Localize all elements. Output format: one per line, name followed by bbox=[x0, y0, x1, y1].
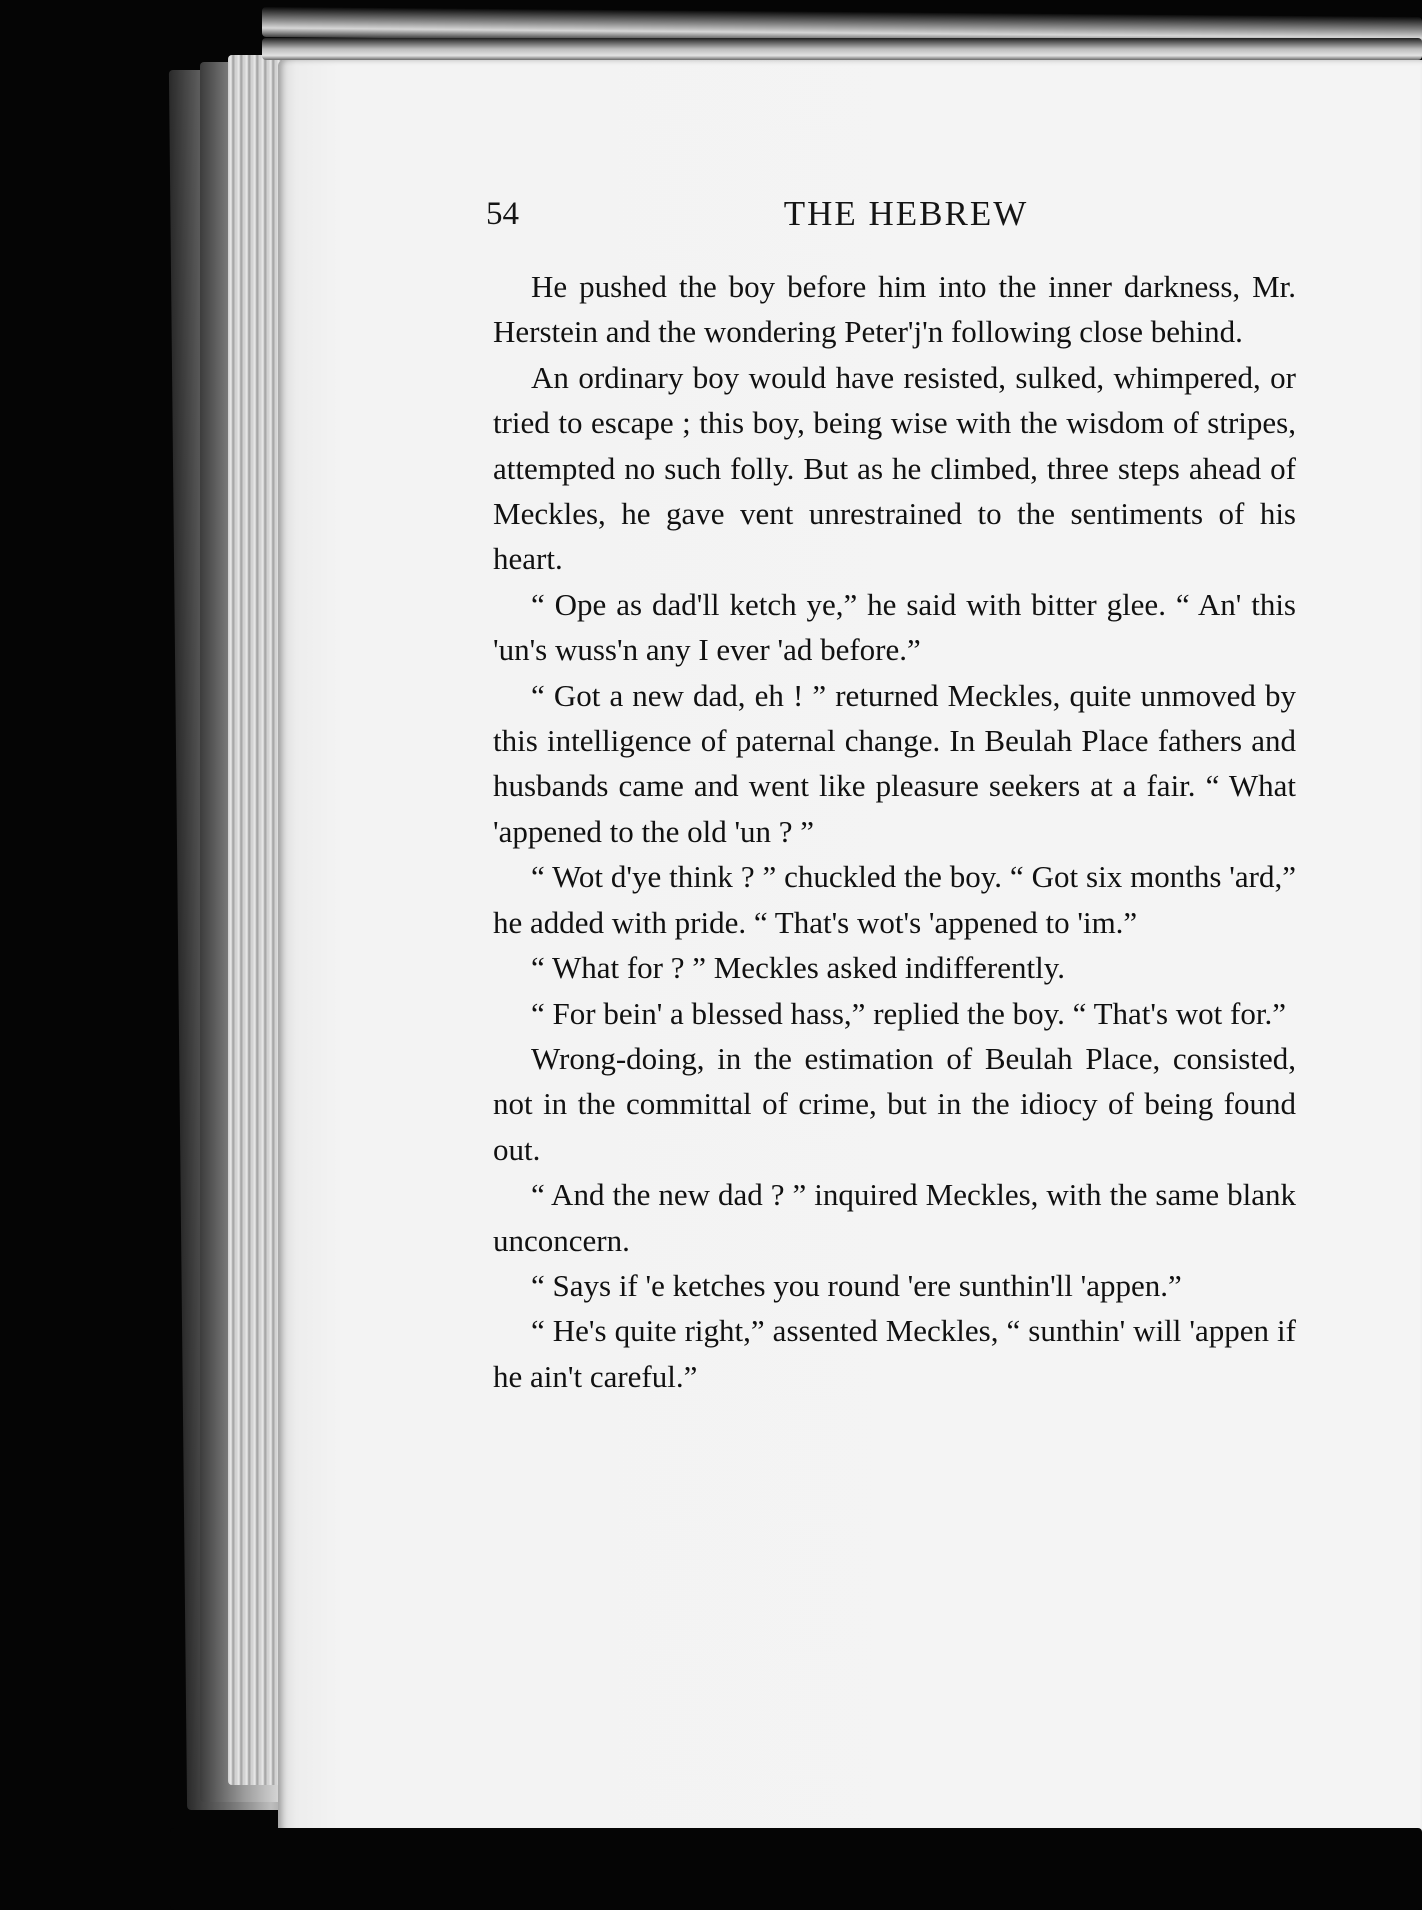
paragraph: Wrong-doing, in the estimation of Beulah Place, consisted, not in the committal of crime, but in the idiocy of being found out. bbox=[493, 1040, 1296, 1167]
scan-bottom-margin bbox=[170, 1828, 1422, 1910]
paragraph: “ Ope as dad'll ketch ye,” he said with bitter glee. “ An' this 'un's wuss'n any I ever 'ad before.” bbox=[493, 586, 1296, 668]
running-title: THE HEBREW bbox=[783, 194, 1029, 233]
paragraph: “ What for ? ” Meckles asked indifferently. bbox=[531, 950, 1065, 986]
running-head bbox=[486, 188, 1296, 240]
paragraph: “ He's quite right,” assented Meckles, “ sunthin' will 'appen if he ain't careful.” bbox=[493, 1313, 1296, 1394]
paragraph: “ Says if 'e ketches you round 'ere sunthin'll 'appen.” bbox=[531, 1267, 1182, 1303]
page-number: 54 bbox=[486, 196, 519, 232]
body-text bbox=[493, 264, 1296, 1399]
paragraph: “ Wot d'ye think ? ” chuckled the boy. “ Got six months 'ard,” he added with pride. “ That's wot's 'appened to 'im.” bbox=[493, 859, 1296, 940]
page-edge-top bbox=[262, 38, 1422, 60]
paragraph: “ And the new dad ? ” inquired Meckles, with the same blank unconcern. bbox=[493, 1177, 1296, 1258]
paragraph: He pushed the boy before him into the inner darkness, Mr. Herstein and the wondering Peter'j'n following close behind. bbox=[493, 269, 1296, 350]
paragraph: “ For bein' a blessed hass,” replied the boy. “ That's wot for.” bbox=[531, 995, 1286, 1031]
paragraph: “ Got a new dad, eh ! ” returned Meckles, quite unmoved by this intelligence of paternal change. In Beulah Place fathers and husbands came and went like pleasure seekers at a fair. “ What 'appened to the old 'un ? ” bbox=[493, 677, 1296, 849]
paragraph: An ordinary boy would have resisted, sulked, whimpered, or tried to escape ; this boy, being wise with the wisdom of stripes, attempted no such folly. But as he climbed, three steps ahead of Meckles, he gave vent unrestrained to the sentiments of his heart. bbox=[493, 359, 1296, 577]
